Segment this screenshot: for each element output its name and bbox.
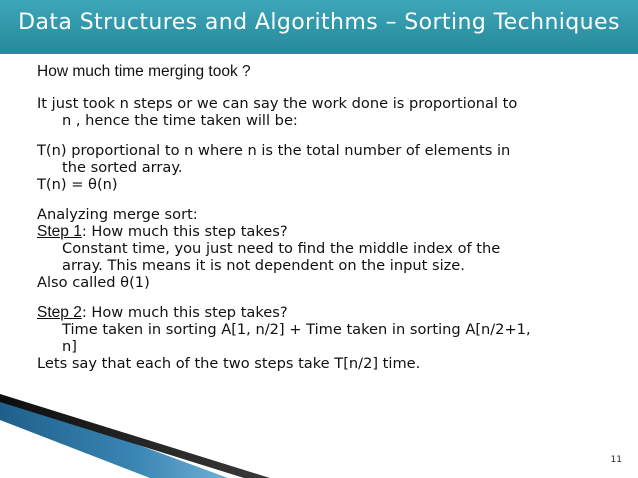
text-line: Analyzing merge sort: bbox=[37, 206, 198, 223]
text-line: n , hence the time taken will be: bbox=[62, 112, 298, 129]
step-2-label: Step 2 bbox=[37, 304, 82, 321]
slide-title: Data Structures and Algorithms – Sorting Techniques bbox=[18, 10, 620, 35]
text-line: Constant time, you just need to find the middle index of the bbox=[62, 240, 501, 257]
step-1-label: Step 1 bbox=[37, 223, 82, 240]
paragraph-step-2 bbox=[37, 304, 617, 372]
text-line: n] bbox=[62, 338, 77, 355]
paragraph-proportional bbox=[37, 142, 617, 193]
text-line: Time taken in sorting A[1, n/2] + Time taken in sorting A[n/2+1, bbox=[62, 321, 531, 338]
paragraph-merging-steps bbox=[37, 95, 617, 129]
text-line: the sorted array. bbox=[62, 159, 183, 176]
page-number: 11 bbox=[610, 455, 622, 465]
text-line: T(n) proportional to n where n is the total number of elements in bbox=[37, 142, 511, 159]
decorative-wedge bbox=[0, 380, 300, 478]
step-1-line bbox=[37, 223, 617, 240]
step-1-question: : How much this step takes? bbox=[81, 223, 288, 240]
section-heading: How much time merging took ? bbox=[37, 63, 251, 80]
step-2-question: : How much this step takes? bbox=[81, 304, 288, 321]
formula-line: T(n) = θ(n) bbox=[37, 176, 118, 193]
title-bar bbox=[0, 0, 638, 54]
slide-content bbox=[37, 63, 617, 385]
text-line: Also called θ(1) bbox=[37, 274, 150, 291]
step-2-line bbox=[37, 304, 617, 321]
text-line: Lets say that each of the two steps take T[n/2] time. bbox=[37, 355, 421, 372]
text-line: It just took n steps or we can say the work done is proportional to bbox=[37, 95, 518, 112]
paragraph-analyzing bbox=[37, 206, 617, 291]
text-line: array. This means it is not dependent on the input size. bbox=[62, 257, 465, 274]
